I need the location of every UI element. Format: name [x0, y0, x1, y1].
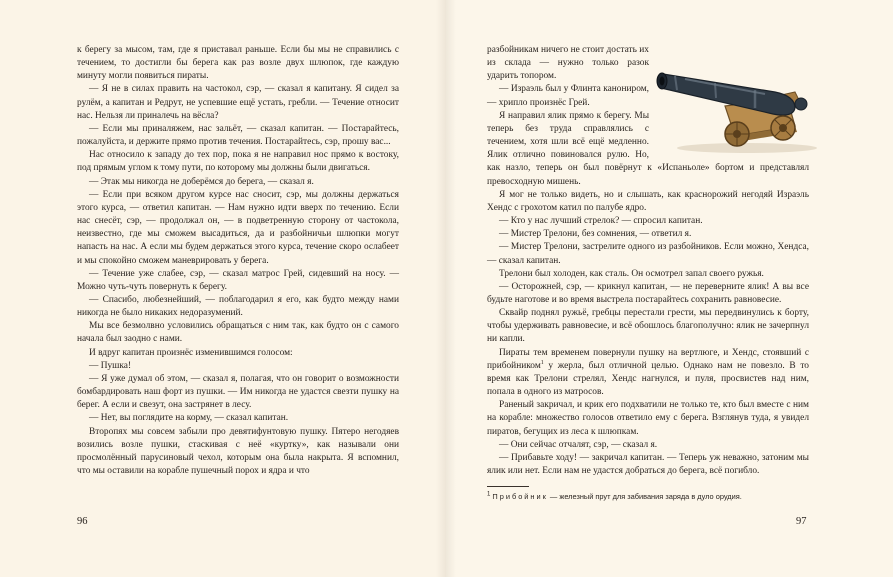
- paragraph: — Спасибо, любезнейший, — поблагодарил я его, как будто между нами никогда не было никаких недоразумений.: [77, 294, 399, 319]
- paragraph: к берегу за мысом, там, где я приставал раньше. Если бы мы не справились с течением, то достигли бы берега как раз возле двух шлюпок, где каждую минуту могли появиться пираты.: [77, 45, 399, 82]
- book-gutter: [436, 0, 456, 577]
- paragraph: — Осторожней, сэр, — крикнул капитан, — не переверните ялик! А вы все будьте наготове и во время выстрела постарайтесь сохранить равновесие.: [487, 281, 809, 305]
- footnote-rule: [487, 486, 529, 487]
- paragraph: Нас относило к западу до тех пор, пока я не направил нос прямо к востоку, под прямым углом к тому пути, по которому мы должны были двигаться.: [77, 150, 399, 174]
- paragraph-with-footnote: Пираты тем временем повернули пушку на вертлюге, и Хендс, стоявший с прибойником$^1$ у жерла, был отличной целью. Однако нам не повезло. В то время как Трелони стрелял, Хендс нагнулся, и пуля, просвистев над ним, попала в одного из матросов.: [487, 347, 809, 398]
- paragraph: — Если мы приналяжем, нас зальёт, — сказал капитан. — Постарайтесь, пожалуйста, и держите прямо против течения. Постарайтесь, сэр, прошу вас...: [77, 123, 399, 148]
- right-page-text: [487, 44, 809, 478]
- paragraph: — Прибавьте ходу! — закричал капитан. — Теперь уж неважно, затоним мы ялик или нет. Если нам не удастся добраться до берега, всё погибло.: [487, 452, 809, 476]
- paragraph: — Кто у нас лучший стрелок? — спросил капитан.: [499, 216, 703, 227]
- page-number-right: 97: [796, 516, 807, 527]
- footnote: [487, 492, 809, 501]
- paragraph: — Течение уже слабее, сэр, — сказал матрос Грей, сидевший на носу. — Можно чуть-чуть повернуть к берегу.: [77, 268, 399, 292]
- footnote-term: Прибойник: [492, 492, 548, 501]
- footnote-marker: 1: [540, 359, 544, 366]
- paragraph: — Мистер Трелони, без сомнения, — ответил я.: [499, 229, 692, 240]
- cannon-illustration: [655, 52, 821, 156]
- paragraph: — Мистер Трелони, застрелите одного из разбойников. Если можно, Хендса, — сказал капитан.: [487, 242, 809, 266]
- paragraph: Мы все безмолвно условились обращаться с ним так, как будто он с самого начала был заодно с нами.: [77, 321, 399, 345]
- paragraph: — Израэль был у Флинта канониром, — хрипло произнёс Грей.: [487, 84, 649, 108]
- paragraph: — Я уже думал об этом, — сказал я, полагая, что он говорит о возможности бомбардировать наш форт из пушки. — Им никогда не удастся свезти пушку на берег. А если и свезут, она застрянет в лесу.: [77, 373, 399, 411]
- paragraph: — Нет, вы поглядите на корму, — сказал капитан.: [89, 413, 289, 424]
- paragraph: — Я не в силах править на частокол, сэр, — сказал я капитану. Я сидел за рулём, а капитан и Редрут, не успевшие ещё устать, гребли. — Течение относит нас. Нельзя ли приналечь на вёсла?: [77, 84, 399, 121]
- paragraph: Сквайр поднял ружьё, гребцы перестали грести, мы передвинулись к борту, чтобы удерживать равновесие, и всё обошлось благополучно: ялик не зачерпнул ни капли.: [487, 308, 809, 345]
- paragraph: Трелони был холоден, как сталь. Он осмотрел запал своего ружья.: [499, 268, 764, 279]
- paragraph: — Они сейчас отчалят, сэр, — сказал я.: [499, 439, 658, 450]
- paragraph: разбойникам ничего не стоит достать их из склада — нужно только разок ударить топором.: [487, 45, 649, 82]
- paragraph: Раненый закричал, и крик его подхватили не только те, кто был вместе с ним на корабле: множество голосов ответило ему с берега. Взглянув туда, я увидел пиратов, бегущих из леса к шлюпкам.: [487, 400, 809, 437]
- left-page-text: [77, 44, 399, 478]
- left-page: [0, 0, 446, 577]
- paragraph: — Этак мы никогда не доберёмся до берега, — сказал я.: [89, 176, 314, 187]
- footnote-text: — железный прут для забивания заряда в дуло орудия.: [547, 492, 742, 501]
- paragraph: — Пушка!: [89, 360, 132, 371]
- paragraph: Я мог не только видеть, но и слышать, как краснорожий негодяй Израэль Хендс с грохотом катил по палубе ядро.: [487, 189, 809, 213]
- paragraph: Я направил ялик прямо к берегу. Мы теперь без труда справлялись с течением, хотя шли всё ещё медленно. Ялик отлично повиновался рулю. Но, как назло, теперь он был повёрнут к «Испаньоле» бортом и представлял превосходную мишень.: [487, 110, 809, 187]
- paragraph: — Если при всяком другом курсе нас сносит, сэр, мы должны держаться этого курса, — ответил капитан. — Нам нужно идти вверх по течению. Если нас снесёт, сэр, — продолжал он, — в подветренную сторону от частокола, неизвестно, где мы сможем высадиться, да и разбойничьи шлюпки могут напасть на нас. А если мы будем держаться этого курса, течение скоро ослабеет и мы спокойно сможем маневрировать у берега.: [77, 189, 399, 266]
- paragraph: И вдруг капитан произнёс изменившимся голосом:: [89, 347, 293, 358]
- footnote-number: 1: [487, 491, 491, 498]
- paragraph: Второпях мы совсем забыли про девятифунтовую пушку. Пятеро негодяев возились возле пушки, стаскивая с неё «куртку», как называли они просмолённый парусиновый чехол, которым она была накрыта. Я вспомнил, что мы оставили на корабле пушечный порох и ядра и что: [77, 426, 399, 476]
- page-number-left: 96: [77, 516, 88, 527]
